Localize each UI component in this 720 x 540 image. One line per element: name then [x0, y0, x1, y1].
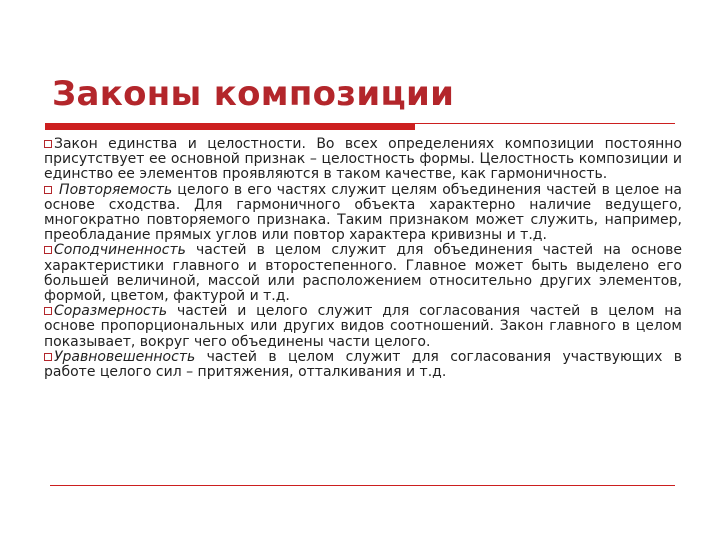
hollow-square-icon: [44, 246, 52, 254]
paragraph-repetition: [44, 183, 682, 244]
paragraph-proportionality: [44, 304, 682, 350]
paragraph-term: Соразмерность: [54, 303, 168, 320]
slide-body: [44, 137, 682, 380]
hollow-square-icon: [44, 140, 52, 148]
hollow-square-icon: [44, 307, 52, 315]
slide-title: Законы композиции: [52, 74, 455, 114]
paragraph-text: частей в целом служит для объединения частей на основе характеристики главного и второстепенного. Главное может быть выделено его большей величиной, массой или расположением относительно других элементов, формой, цветом, фактурой и т.д.: [44, 242, 682, 305]
hollow-square-icon: [44, 353, 52, 361]
paragraph-subordination: [44, 243, 682, 304]
paragraph-text: частей и целого служит для согласования частей в целом на основе пропорциональных или других видов соотношений. Закон главного в целом показывает, вокруг чего объединены части целого.: [44, 303, 682, 350]
paragraph-balance: [44, 350, 682, 380]
paragraph-term: Соподчиненность: [54, 242, 186, 259]
paragraph-term: Повторяемость: [54, 181, 173, 198]
bottom-rule: [50, 485, 675, 486]
paragraph-term: Уравновешенность: [54, 348, 196, 365]
paragraph-text: частей в целом служит для согласования участвующих в работе целого сил – притяжения, отталкивания и т.д.: [44, 348, 682, 381]
paragraph-unity: [44, 137, 682, 183]
paragraph-text: Закон единства и целостности. Во всех определениях композиции постоянно присутствует ее основной признак – целостность формы. Целостность композиции и единство ее элементов проявляются в таком качестве, как гармоничность.: [44, 136, 682, 183]
hollow-square-icon: [44, 186, 52, 194]
title-underline-thick: [45, 124, 415, 130]
paragraph-text: целого в его частях служит целям объединения частей в целое на основе сходства. Для гармоничного объекта характерно наличие ведущего, многократно повторяемого признака. Таким признаком может служить, например, преобладание прямых углов или повтор характера кривизны и т.д.: [44, 181, 682, 244]
